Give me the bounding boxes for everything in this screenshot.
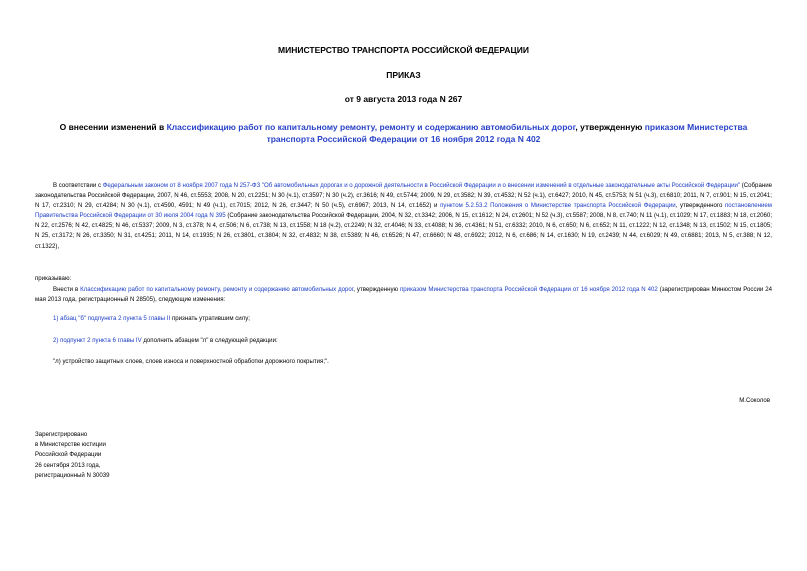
signature: М.Соколов	[739, 397, 770, 404]
ministry-heading: МИНИСТЕРСТВО ТРАНСПОРТА РОССИЙСКОЙ ФЕДЕРАЦИИ	[278, 45, 529, 55]
registration-line: 26 сентября 2013 года,	[35, 461, 101, 469]
amendment-intro-paragraph	[35, 285, 772, 305]
title-text-2: , утвержденную	[575, 122, 645, 132]
order-word: приказываю:	[35, 275, 72, 282]
new-paragraph-text: "л) устройство защитных слоев, слоев износа и поверхностной обработки дорожного покрытия;".	[53, 358, 329, 365]
amendment-item-1-text: признать утратившим силу;	[170, 315, 250, 322]
registration-block	[35, 430, 235, 481]
link-subpoint-2[interactable]: 2) подпункт 2 пункта 6 главы IV	[53, 337, 142, 344]
registration-line: Зарегистрировано	[35, 431, 88, 438]
amendment-item-2	[35, 336, 772, 346]
amendment-text-3: (зарегистрирован Минюстом России 24 мая 2013 года, регистрационный N 28505), следующие изменения:	[35, 286, 773, 304]
preamble-text-4: (Собрание законодательства Российской Федерации, 2004, N 32, ст.3342; 2006, N 15, ст.1612; N 24, ст.2601; N 52 (ч.3), ст.5587; 2008, N 8, ст.740; N 11 (ч.1), ст.1029; N 17, ст.1883; N 18, ст.2060; N 22, ст.2576; N 42, ст.4825; N 46, ст.5337; 2009, N 3, ст.378; N 4, ст.506; N 6, ст.738; N 13, ст.1558; N 18 (ч.2), ст.2249; N 32, ст.4046; N 33, ст.4088; N 36, ст.4361; N 51, ст.6332; 2010, N 6, ст.650; N 6, ст.652; N 11, ст.1222; N 12, ст.1348; N 13, ст.1502; N 15, ст.1805; N 25, ст.3172; N 26, ст.3350; N 31, ст.4251; 2011, N 14, ст.1935; N 26, ст.3801, ст.3804; N 32, ст.4832; N 38, ст.5389; N 46, ст.6526; N 47, ст.6660; N 48, ст.6922; 2012, N 6, ст.686; N 14, ст.1630; N 19, ст.2439; N 44, ст.6029; N 49, ст.6881; 2013, N 5, ст.388; N 12, ст.1322),	[35, 212, 773, 250]
registration-line: Российской Федерации	[35, 451, 102, 459]
document-type-heading: ПРИКАЗ	[386, 70, 421, 80]
document-title	[35, 121, 772, 145]
amendment-item-1	[35, 314, 772, 324]
link-classification[interactable]: Классификацию работ по капитальному ремонту, ремонту и содержанию автомобильных дорог	[80, 286, 354, 293]
preamble-text-1: В соответствии с	[53, 182, 103, 189]
title-link-order-402[interactable]: приказом Министерства транспорта Российской Федерации от 16 ноября 2012 года N 402	[266, 122, 748, 144]
link-federal-law-257[interactable]: Федеральным законом от 8 ноября 2007 года N 257-ФЗ "Об автомобильных дорогах и о дорожной деятельности в Российской Федерации и о внесении изменений в отдельные законодательные акты Российской Федерации"	[102, 182, 741, 189]
preamble-text-3: , утвержденного	[675, 202, 725, 210]
title-text-1: О внесении изменений в	[59, 122, 167, 132]
preamble-text-2: (Собрание законодательства Российской Федерации, 2007, N 46, ст.5553; 2008, N 20, ст.2251; N 30 (ч.1), ст.3597; N 30 (ч.2), ст.3616; N 49, ст.5744; 2009, N 29, ст.3582; N 39, ст.4532; N 52 (ч.1), ст.6427; 2010, N 45, ст.5753; N 51 (ч.3), ст.6810; 2011, N 7, ст.901; N 15, ст.2041; N 17, ст.2310; N 29, ст.4284; N 30 (ч.1), ст.4590, 4591; N 49 (ч.1), ст.7015; 2012, N 26, ст.3447; N 50 (ч.5), ст.6967; 2013, N 14, ст.1652) и	[35, 182, 772, 210]
amendment-text-2: , утвержденную	[353, 286, 400, 293]
link-regulation-point[interactable]: пунктом 5.2.53.2 Положения о Министерстве транспорта Российской Федерации	[440, 202, 676, 210]
registration-line: регистрационный N 30039	[35, 471, 110, 479]
registration-line: в Министерстве юстиции	[35, 441, 106, 449]
amendment-text-1: Внести в	[53, 286, 81, 293]
link-government-decree-395[interactable]: постановлением Правительства Российской Федерации от 30 июля 2004 года N 395	[35, 202, 772, 220]
date-number-heading: от 9 августа 2013 года N 267	[344, 94, 463, 104]
preamble-paragraph	[35, 181, 772, 252]
amendment-item-2-text: дополнить абзацем "л" в следующей редакции:	[141, 337, 278, 344]
title-link-classification[interactable]: Классификацию работ по капитальному ремонту, ремонту и содержанию автомобильных дорог	[166, 122, 576, 132]
link-order-402[interactable]: приказом Министерства транспорта Российской Федерации от 16 ноября 2012 года N 402	[399, 286, 658, 293]
link-paragraph-b[interactable]: 1) абзац "б" подпункта 2 пункта 5 главы II	[53, 315, 171, 322]
